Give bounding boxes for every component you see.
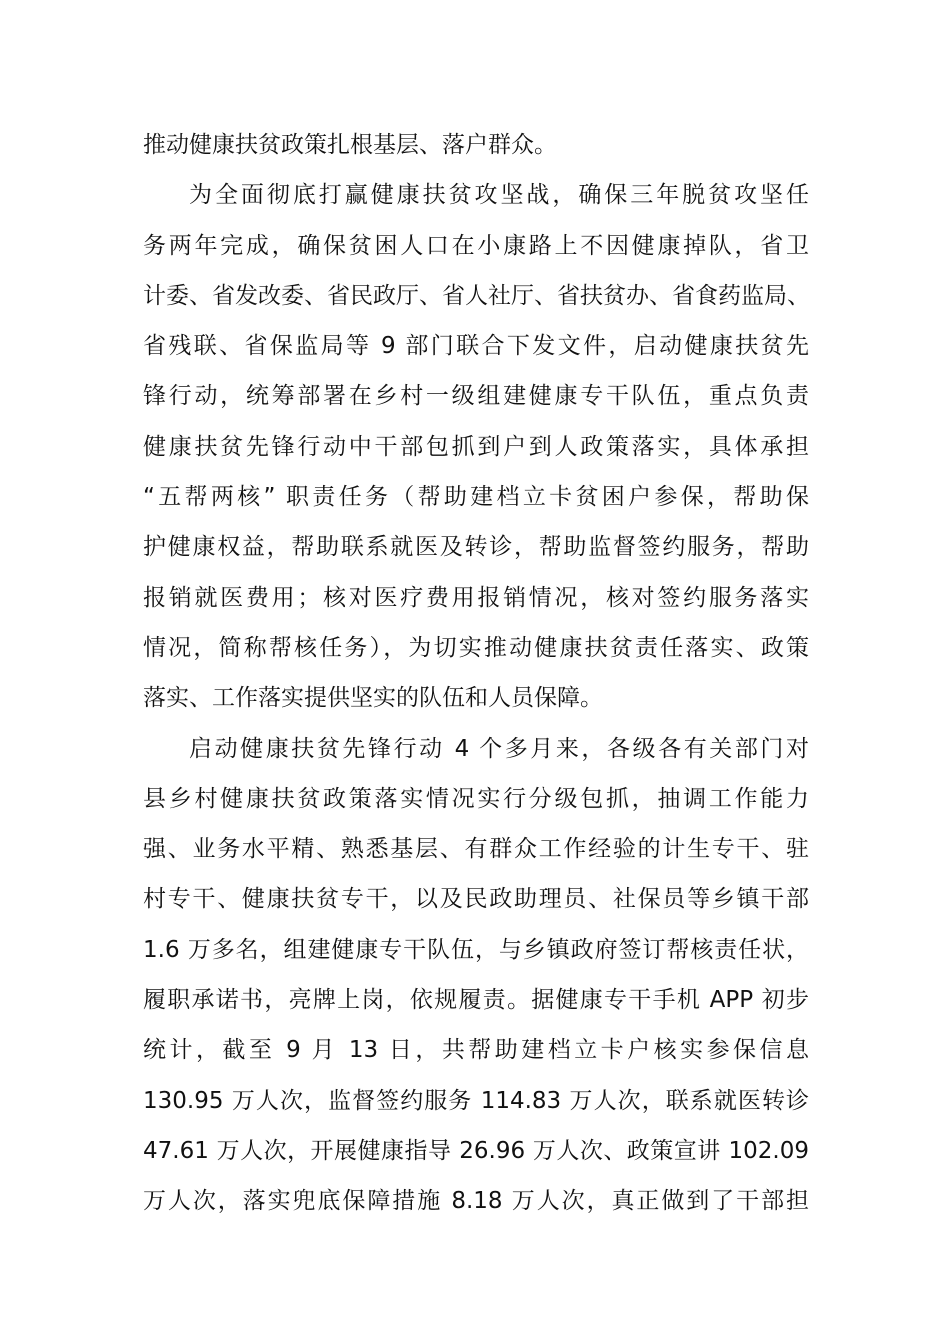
paragraph-line: 计委、省发改委、省民政厅、省人社厅、省扶贫办、省食药监局、	[143, 282, 810, 309]
paragraph-line: 务两年完成，确保贫困人口在小康路上不因健康掉队，省卫	[143, 232, 809, 259]
paragraph-line: 情况，简称帮核任务），为切实推动健康扶贫责任落实、政策	[143, 634, 809, 661]
paragraph-line: 省残联、省保监局等 9 部门联合下发文件，启动健康扶贫先	[143, 333, 809, 360]
paragraph-line: 推动健康扶贫政策扎根基层、落户群众。	[143, 132, 557, 158]
paragraph-line: 强、业务水平精、熟悉基层、有群众工作经验的计生专干、驻	[143, 836, 809, 863]
paragraph-line: 村专干、健康扶贫专干，以及民政助理员、社保员等乡镇干部	[143, 886, 809, 913]
paragraph-line: 为全面彻底打赢健康扶贫攻坚战，确保三年脱贫攻坚任	[189, 182, 809, 209]
paragraph-line: 履职承诺书，亮牌上岗，依规履责。据健康专干手机 APP 初步	[143, 987, 809, 1014]
paragraph-line: 报销就医费用；核对医疗费用报销情况，核对签约服务落实	[143, 584, 809, 611]
document-body	[143, 120, 809, 1227]
paragraph-line: 县乡村健康扶贫政策落实情况实行分级包抓，抽调工作能力	[143, 785, 809, 812]
paragraph-line: 落实、工作落实提供坚实的队伍和人员保障。	[143, 685, 603, 712]
paragraph-line: 万人次，落实兜底保障措施 8.18 万人次，真正做到了干部担	[143, 1188, 809, 1215]
paragraph-line: 护健康权益，帮助联系就医及转诊，帮助监督签约服务，帮助	[143, 534, 809, 561]
paragraph-line: 统计，截至 9 月 13 日，共帮助建档立卡户核实参保信息	[143, 1037, 809, 1064]
paragraph-line: 锋行动，统筹部署在乡村一级组建健康专干队伍，重点负责	[143, 383, 809, 410]
paragraph-line: 1.6 万多名，组建健康专干队伍，与乡镇政府签订帮核责任状，	[143, 936, 809, 963]
paragraph-line: 健康扶贫先锋行动中干部包抓到户到人政策落实，具体承担	[143, 433, 809, 460]
paragraph-line: 47.61 万人次，开展健康指导 26.96 万人次、政策宣讲 102.09	[143, 1137, 809, 1164]
paragraph-line: 启动健康扶贫先锋行动 4 个多月来，各级各有关部门对	[189, 735, 809, 762]
paragraph-line: 130.95 万人次，监督签约服务 114.83 万人次，联系就医转诊	[143, 1087, 809, 1114]
paragraph-line: “五帮两核” 职责任务（帮助建档立卡贫困户参保，帮助保	[143, 484, 809, 511]
